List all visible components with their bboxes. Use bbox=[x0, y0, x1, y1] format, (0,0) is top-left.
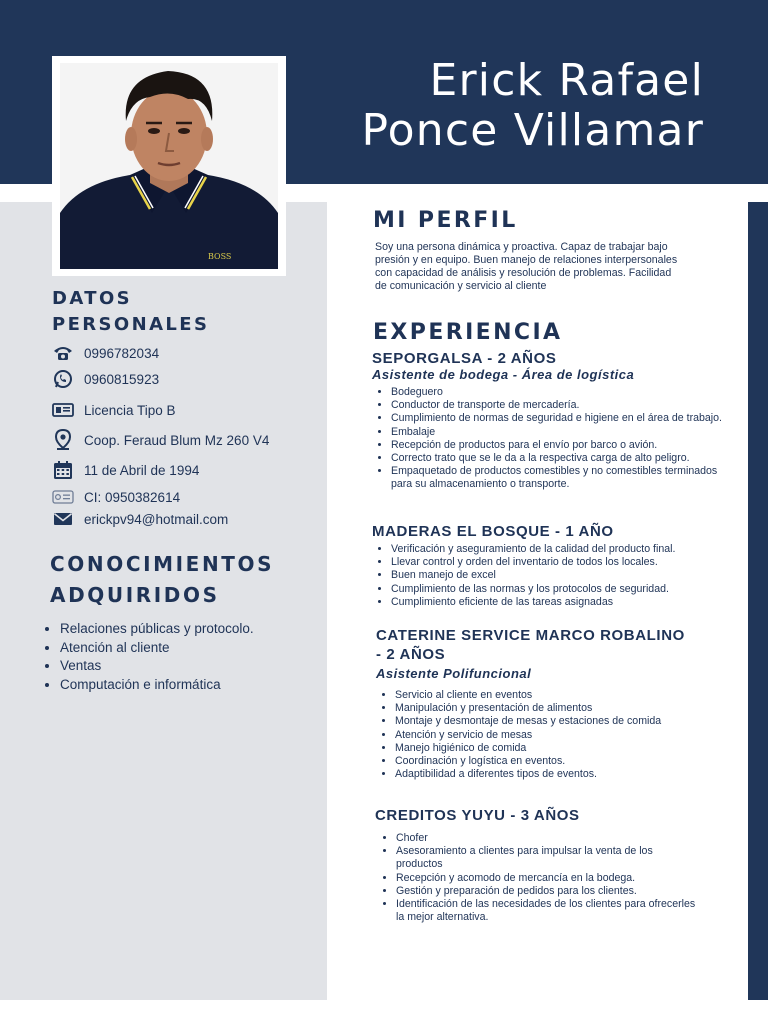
profile-photo-illustration bbox=[60, 63, 278, 269]
list-item: • Manejo higiénico de comida bbox=[395, 742, 735, 755]
license-icon bbox=[52, 399, 74, 421]
knowledge-heading-line-2: ADQUIRIDOS bbox=[50, 583, 220, 607]
list-item: • Ventas bbox=[60, 657, 254, 676]
candidate-name bbox=[361, 56, 704, 156]
list-item: • Servicio al cliente en eventos bbox=[395, 689, 735, 702]
right-accent-bar bbox=[748, 202, 768, 1000]
list-item: • Chofer bbox=[396, 832, 696, 845]
list-item: • Bodeguero bbox=[391, 386, 741, 399]
whatsapp-icon bbox=[52, 368, 74, 390]
list-item: • Verificación y aseguramiento de la calidad del producto final. bbox=[391, 543, 741, 556]
whatsapp-number: 0960815923 bbox=[84, 371, 160, 387]
list-item: • Identificación de las necesidades de los clientes para ofrecerles la mejor alternativa. bbox=[396, 898, 696, 924]
list-item: • Recepción y acomodo de mercancía en la bodega. bbox=[396, 872, 696, 885]
list-item: • Cumplimiento eficiente de las tareas asignadas bbox=[391, 596, 741, 609]
profile-photo bbox=[60, 63, 278, 269]
list-item: • Atención y servicio de mesas bbox=[395, 729, 735, 742]
job-duties-list bbox=[378, 832, 696, 924]
phone-number: 0996782034 bbox=[84, 345, 160, 361]
list-item: • Empaquetado de productos comestibles y no comestibles terminados para su almacenamiento o transporte. bbox=[391, 465, 741, 491]
contact-email bbox=[52, 508, 228, 530]
contact-birthdate bbox=[52, 459, 199, 481]
job-title: CREDITOS YUYU - 3 AÑOS bbox=[375, 807, 580, 824]
list-item: • Adaptibilidad a diferentes tipos de eventos. bbox=[395, 768, 735, 781]
list-item: • Relaciones públicas y protocolo. bbox=[60, 620, 254, 639]
list-item: • Cumplimiento de las normas y los protocolos de seguridad. bbox=[391, 583, 741, 596]
job-title: SEPORGALSA - 2 AÑOS bbox=[372, 350, 557, 367]
phone-icon bbox=[52, 342, 74, 364]
license-type: Licencia Tipo B bbox=[84, 402, 176, 418]
personal-data-heading bbox=[52, 286, 209, 338]
location-icon bbox=[52, 429, 74, 451]
job-duties-list bbox=[373, 543, 741, 609]
profile-heading: MI PERFIL bbox=[373, 208, 518, 233]
job-role: Asistente Polifuncional bbox=[376, 666, 532, 681]
job-role: Asistente de bodega - Área de logística bbox=[372, 367, 635, 382]
contact-phone bbox=[52, 342, 159, 364]
birthdate: 11 de Abril de 1994 bbox=[84, 462, 200, 478]
job-duties-list bbox=[373, 386, 741, 492]
job-title-line-2: - 2 AÑOS bbox=[376, 646, 446, 663]
profile-photo-frame bbox=[52, 56, 286, 276]
knowledge-list bbox=[44, 620, 254, 694]
list-item: • Computación e informática bbox=[60, 676, 254, 695]
calendar-icon bbox=[52, 459, 74, 481]
knowledge-heading-line-1: CONOCIMIENTOS bbox=[50, 552, 275, 576]
profile-text: Soy una persona dinámica y proactiva. Capaz de trabajar bajo presión y en equipo. Buen manejo de relaciones interpersonales con capacidad de análisis y resolución de problemas. Facilidad de comunicación y servicio al cliente bbox=[375, 241, 678, 292]
experience-heading: EXPERIENCIA bbox=[373, 320, 563, 345]
list-item: • Buen manejo de excel bbox=[391, 569, 741, 582]
name-line-1: Erick Rafael bbox=[429, 55, 704, 106]
list-item: • Gestión y preparación de pedidos para los clientes. bbox=[396, 885, 696, 898]
contact-id bbox=[52, 486, 180, 508]
contact-license bbox=[52, 399, 176, 421]
job-duties-list bbox=[377, 689, 735, 781]
knowledge-heading bbox=[50, 549, 274, 611]
list-item: • Llevar control y orden del inventario de todos los locales. bbox=[391, 556, 741, 569]
list-item: • Correcto trato que se le da a la respectiva carga de alto peligro. bbox=[391, 452, 741, 465]
email-icon bbox=[52, 508, 74, 530]
id-number: CI: 0950382614 bbox=[84, 489, 181, 505]
list-item: • Coordinación y logística en eventos. bbox=[395, 755, 735, 768]
list-item: • Cumplimiento de normas de seguridad e higiene en el área de trabajo. bbox=[391, 412, 741, 425]
name-line-2: Ponce Villamar bbox=[361, 105, 704, 156]
address: Coop. Feraud Blum Mz 260 V4 bbox=[84, 432, 270, 448]
id-card-icon bbox=[52, 486, 74, 508]
email-address: erickpv94@hotmail.com bbox=[84, 511, 229, 527]
personal-heading-line-1: DATOS bbox=[52, 288, 133, 309]
job-title: MADERAS EL BOSQUE - 1 AÑO bbox=[372, 523, 614, 540]
list-item: • Asesoramiento a clientes para impulsar la venta de los productos bbox=[396, 845, 696, 871]
job-title bbox=[376, 626, 685, 664]
svg-text:BOSS: BOSS bbox=[208, 252, 232, 261]
list-item: • Embalaje bbox=[391, 426, 741, 439]
personal-heading-line-2: PERSONALES bbox=[52, 314, 210, 335]
list-item: • Montaje y desmontaje de mesas y estaciones de comida bbox=[395, 715, 735, 728]
contact-address bbox=[52, 429, 269, 451]
list-item: • Manipulación y presentación de alimentos bbox=[395, 702, 735, 715]
list-item: • Recepción de productos para el envío por barco o avión. bbox=[391, 439, 741, 452]
list-item: • Conductor de transporte de mercadería. bbox=[391, 399, 741, 412]
contact-whatsapp bbox=[52, 368, 159, 390]
list-item: • Atención al cliente bbox=[60, 639, 254, 658]
job-title-line-1: CATERINE SERVICE MARCO ROBALINO bbox=[376, 627, 685, 644]
